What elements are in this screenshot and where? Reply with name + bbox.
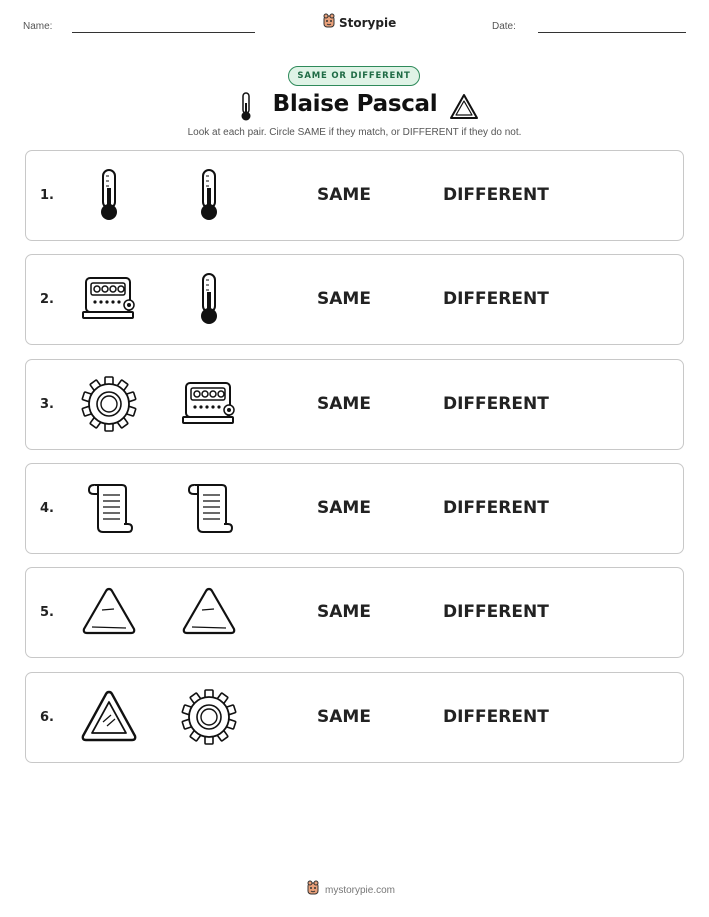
thermometer-icon — [180, 166, 238, 224]
question-row — [25, 150, 684, 241]
date-line[interactable] — [538, 32, 686, 33]
question-row — [25, 359, 684, 450]
question-number: 2. — [40, 292, 54, 308]
thermometer-icon — [236, 91, 256, 123]
name-line[interactable] — [72, 32, 255, 33]
activity-badge: SAME OR DIFFERENT — [288, 66, 420, 86]
instructions: Look at each pair. Circle SAME if they match, or DIFFERENT if they do not. — [187, 127, 522, 138]
same-option[interactable]: SAME — [317, 393, 371, 414]
brand-name: Storypie — [339, 16, 397, 30]
gear-icon — [80, 375, 138, 433]
storypie-mascot-icon — [322, 13, 336, 33]
different-option[interactable]: DIFFERENT — [443, 185, 549, 205]
different-option[interactable]: DIFFERENT — [443, 393, 549, 414]
different-option[interactable]: DIFFERENT — [443, 706, 549, 727]
triangle-icon — [449, 92, 479, 122]
storypie-logo — [322, 13, 396, 33]
different-option[interactable]: DIFFERENT — [443, 289, 549, 310]
question-number: 1. — [40, 188, 54, 203]
same-option[interactable]: SAME — [317, 185, 371, 205]
scroll-icon — [180, 479, 238, 537]
page-title: Blaise Pascal — [272, 91, 438, 117]
thermometer-icon — [80, 166, 138, 224]
footer — [306, 880, 395, 900]
triangle-warning-icon — [80, 688, 138, 746]
question-number: 6. — [40, 709, 54, 725]
storypie-mascot-icon — [306, 880, 320, 900]
question-row — [25, 254, 684, 345]
question-row — [25, 463, 684, 554]
calculating-machine-icon — [80, 270, 138, 328]
question-number: 4. — [40, 500, 54, 516]
question-row — [25, 672, 684, 763]
title-row — [0, 91, 709, 125]
same-option[interactable]: SAME — [317, 706, 371, 727]
same-option[interactable]: SAME — [317, 602, 371, 623]
same-option[interactable]: SAME — [317, 497, 371, 518]
scroll-icon — [80, 479, 138, 537]
gear-icon — [180, 688, 238, 746]
same-option[interactable]: SAME — [317, 289, 371, 310]
name-label: Name: — [23, 21, 53, 32]
footer-url: mystorypie.com — [325, 884, 396, 896]
thermometer-icon — [180, 270, 238, 328]
different-option[interactable]: DIFFERENT — [443, 602, 549, 623]
calculating-machine-icon — [180, 375, 238, 433]
question-row — [25, 567, 684, 658]
date-label: Date: — [492, 21, 516, 32]
question-number: 5. — [40, 605, 54, 621]
triangle-icon — [180, 583, 238, 641]
question-number: 3. — [40, 396, 54, 412]
triangle-icon — [80, 583, 138, 641]
different-option[interactable]: DIFFERENT — [443, 497, 549, 518]
